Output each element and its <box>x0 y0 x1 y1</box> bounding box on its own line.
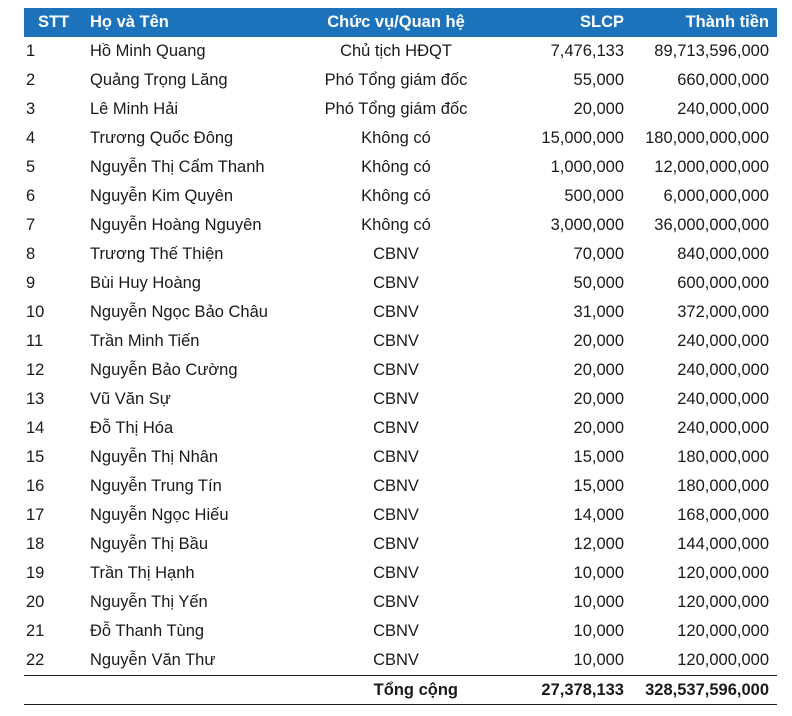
row-name: Trần Minh Tiến <box>90 332 200 350</box>
header-amount: Thành tiền <box>626 8 777 37</box>
header-name: Họ và Tên <box>88 8 300 37</box>
row-role: Không có <box>361 158 431 176</box>
row-stt: 6 <box>26 187 36 205</box>
row-slcp: 50,000 <box>573 274 624 292</box>
row-stt: 1 <box>26 42 36 60</box>
row-slcp: 20,000 <box>573 332 624 350</box>
row-stt: 22 <box>26 651 45 669</box>
row-name: Trương Quốc Đông <box>90 129 234 147</box>
row-role: CBNV <box>373 564 419 582</box>
row-name: Nguyễn Thị Cẩm Thanh <box>90 158 265 176</box>
row-amount: 120,000,000 <box>677 593 769 611</box>
table-header <box>24 8 777 37</box>
row-stt: 13 <box>26 390 45 408</box>
row-name: Đỗ Thị Hóa <box>90 419 174 437</box>
row-amount: 12,000,000,000 <box>654 158 769 176</box>
row-slcp: 20,000 <box>573 419 624 437</box>
row-name: Nguyễn Trung Tín <box>90 477 222 495</box>
row-stt: 21 <box>26 622 45 640</box>
row-role: Chủ tịch HĐQT <box>340 42 452 60</box>
row-slcp: 10,000 <box>573 651 624 669</box>
table-row <box>24 501 777 530</box>
row-amount: 6,000,000,000 <box>663 187 769 205</box>
row-slcp: 3,000,000 <box>550 216 624 234</box>
row-stt: 19 <box>26 564 45 582</box>
row-role: CBNV <box>373 535 419 553</box>
row-amount: 168,000,000 <box>677 506 769 524</box>
row-name: Nguyễn Bảo Cường <box>90 361 238 379</box>
table-row <box>24 124 777 153</box>
row-amount: 180,000,000 <box>677 448 769 466</box>
row-amount: 144,000,000 <box>677 535 769 553</box>
row-amount: 120,000,000 <box>677 564 769 582</box>
row-role: CBNV <box>373 274 419 292</box>
row-name: Nguyễn Kim Quyên <box>90 187 234 205</box>
table-row <box>24 37 777 66</box>
row-slcp: 20,000 <box>573 390 624 408</box>
row-stt: 11 <box>26 332 44 350</box>
row-stt: 17 <box>26 506 45 524</box>
row-role: Không có <box>361 187 431 205</box>
table-row <box>24 530 777 559</box>
row-slcp: 10,000 <box>573 593 624 611</box>
table-row <box>24 66 777 95</box>
table-row <box>24 269 777 298</box>
total-label: Tổng cộng <box>24 676 492 705</box>
row-amount: 600,000,000 <box>677 274 769 292</box>
row-amount: 372,000,000 <box>677 303 769 321</box>
row-role: CBNV <box>373 245 419 263</box>
row-amount: 120,000,000 <box>677 651 769 669</box>
row-name: Trương Thế Thiện <box>90 245 224 263</box>
row-slcp: 14,000 <box>573 506 624 524</box>
table-row <box>24 211 777 240</box>
table-row <box>24 356 777 385</box>
table-row <box>24 443 777 472</box>
header-slcp: SLCP <box>492 8 626 37</box>
row-role: Phó Tổng giám đốc <box>324 100 468 118</box>
row-stt: 8 <box>26 245 36 263</box>
row-name: Đỗ Thanh Tùng <box>90 622 205 640</box>
row-stt: 4 <box>26 129 36 147</box>
row-stt: 12 <box>26 361 45 379</box>
row-amount: 660,000,000 <box>677 71 769 89</box>
row-role: CBNV <box>373 303 419 321</box>
row-amount: 240,000,000 <box>677 390 769 408</box>
row-role: CBNV <box>373 332 419 350</box>
row-slcp: 31,000 <box>573 303 624 321</box>
row-name: Hồ Minh Quang <box>90 42 206 60</box>
row-role: CBNV <box>373 448 419 466</box>
row-role: Không có <box>361 129 431 147</box>
row-stt: 15 <box>26 448 45 466</box>
row-amount: 240,000,000 <box>677 332 769 350</box>
row-name: Vũ Văn Sự <box>90 390 171 408</box>
row-name: Nguyễn Văn Thư <box>90 651 216 669</box>
row-stt: 9 <box>26 274 36 292</box>
row-stt: 5 <box>26 158 36 176</box>
row-slcp: 10,000 <box>573 622 624 640</box>
row-stt: 16 <box>26 477 45 495</box>
total-row <box>24 676 777 705</box>
row-role: Phó Tổng giám đốc <box>324 71 468 89</box>
table-row <box>24 385 777 414</box>
header-role: Chức vụ/Quan hệ <box>300 8 492 37</box>
row-role: CBNV <box>373 622 419 640</box>
table-row <box>24 588 777 617</box>
row-role: CBNV <box>373 477 419 495</box>
row-amount: 89,713,596,000 <box>654 42 769 60</box>
row-stt: 3 <box>26 100 36 118</box>
row-amount: 240,000,000 <box>677 419 769 437</box>
table-row <box>24 414 777 443</box>
row-stt: 20 <box>26 593 45 611</box>
row-role: CBNV <box>373 593 419 611</box>
row-stt: 10 <box>26 303 45 321</box>
row-slcp: 1,000,000 <box>550 158 624 176</box>
row-name: Nguyễn Ngọc Bảo Châu <box>90 303 268 321</box>
table-row <box>24 472 777 501</box>
row-name: Nguyễn Thị Nhân <box>90 448 219 466</box>
row-stt: 14 <box>26 419 45 437</box>
row-slcp: 15,000,000 <box>541 129 624 147</box>
row-name: Quảng Trọng Lăng <box>90 71 228 89</box>
row-stt: 7 <box>26 216 36 234</box>
row-slcp: 55,000 <box>573 71 624 89</box>
row-slcp: 15,000 <box>573 477 624 495</box>
total-amount: 328,537,596,000 <box>626 676 777 705</box>
table-row <box>24 153 777 182</box>
row-amount: 840,000,000 <box>677 245 769 263</box>
row-role: CBNV <box>373 419 419 437</box>
row-amount: 240,000,000 <box>677 361 769 379</box>
table-body <box>24 37 777 676</box>
row-name: Nguyễn Ngọc Hiếu <box>90 506 229 524</box>
row-slcp: 7,476,133 <box>550 42 624 60</box>
row-slcp: 10,000 <box>573 564 624 582</box>
table-row <box>24 617 777 646</box>
row-name: Nguyễn Hoàng Nguyên <box>90 216 262 234</box>
table-row <box>24 298 777 327</box>
row-slcp: 70,000 <box>573 245 624 263</box>
row-slcp: 15,000 <box>573 448 624 466</box>
row-slcp: 500,000 <box>564 187 624 205</box>
row-slcp: 20,000 <box>573 100 624 118</box>
row-role: CBNV <box>373 361 419 379</box>
row-role: CBNV <box>373 390 419 408</box>
table-footer <box>24 676 777 705</box>
row-slcp: 20,000 <box>573 361 624 379</box>
row-stt: 18 <box>26 535 45 553</box>
row-name: Nguyễn Thị Bầu <box>90 535 209 553</box>
row-amount: 180,000,000 <box>677 477 769 495</box>
table-row <box>24 646 777 676</box>
table-row <box>24 182 777 211</box>
row-amount: 120,000,000 <box>677 622 769 640</box>
table-row <box>24 95 777 124</box>
row-role: CBNV <box>373 506 419 524</box>
row-role: Không có <box>361 216 431 234</box>
total-slcp: 27,378,133 <box>492 676 626 705</box>
row-name: Bùi Huy Hoàng <box>90 274 201 292</box>
row-amount: 240,000,000 <box>677 100 769 118</box>
table-row <box>24 559 777 588</box>
row-amount: 180,000,000,000 <box>645 129 769 147</box>
shareholder-table <box>24 8 777 705</box>
table-row <box>24 240 777 269</box>
row-slcp: 12,000 <box>573 535 624 553</box>
row-amount: 36,000,000,000 <box>654 216 769 234</box>
table-row <box>24 327 777 356</box>
row-name: Trần Thị Hạnh <box>90 564 195 582</box>
header-row <box>24 8 777 37</box>
row-name: Nguyễn Thị Yến <box>90 593 208 611</box>
row-name: Lê Minh Hải <box>90 100 179 118</box>
header-stt: STT <box>24 8 88 37</box>
row-stt: 2 <box>26 71 36 89</box>
row-role: CBNV <box>373 651 419 669</box>
